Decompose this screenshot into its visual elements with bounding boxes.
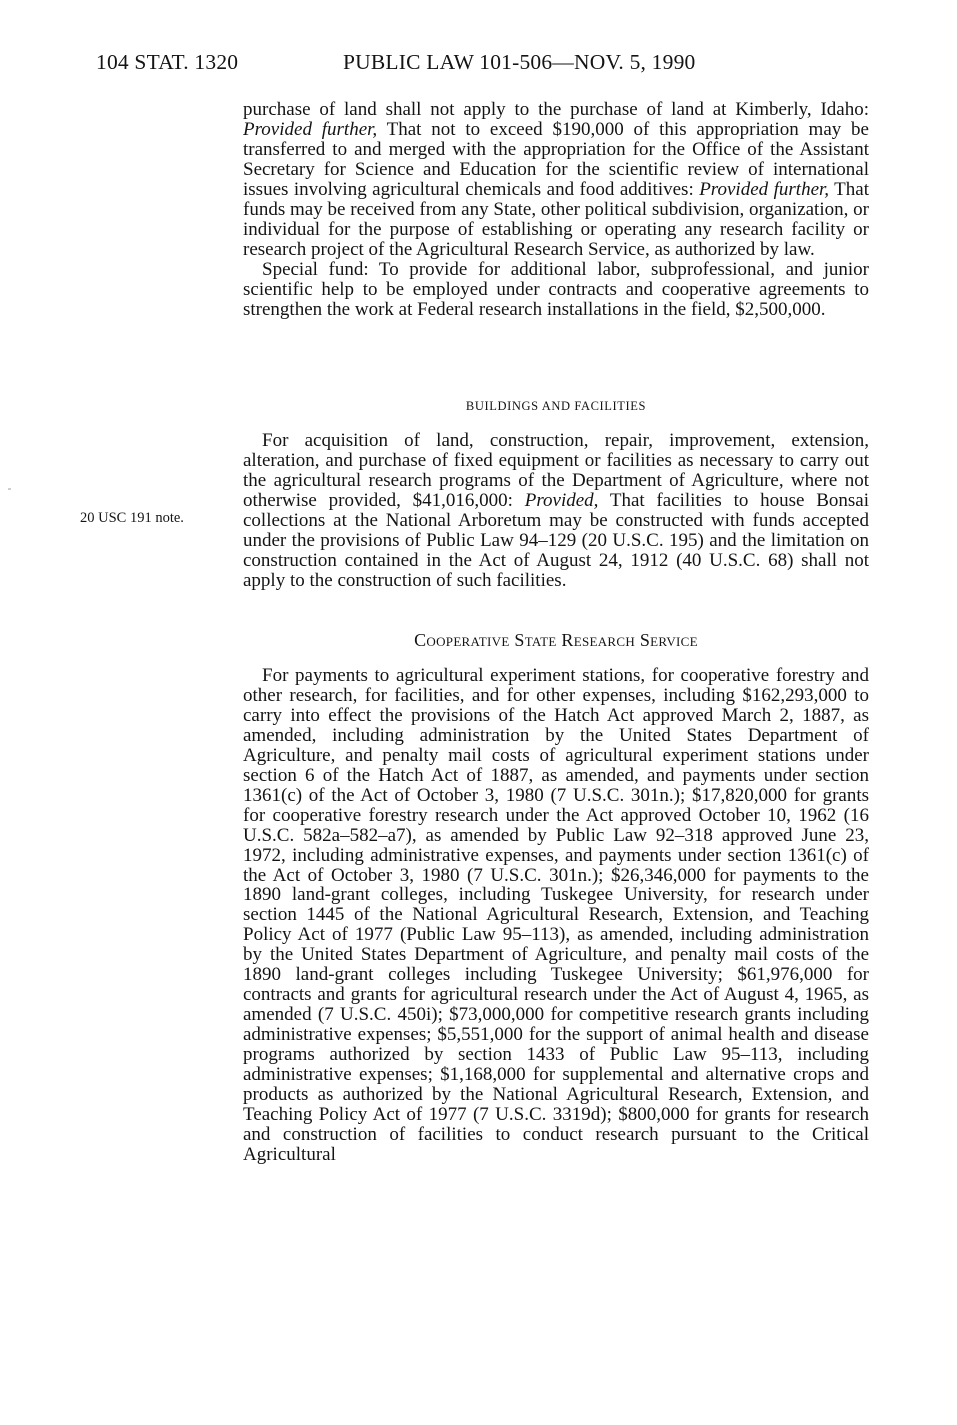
csrs-section [243, 666, 869, 1165]
margin-note: 20 USC 191 note. [80, 510, 184, 526]
public-law-citation: PUBLIC LAW 101-506—NOV. 5, 1990 [343, 50, 696, 74]
continuation-section [243, 100, 869, 319]
scan-speck [8, 488, 11, 490]
csrs-heading: Cooperative State Research Service [414, 630, 698, 650]
statute-page-number: 104 STAT. 1320 [96, 50, 239, 74]
continuation-paragraph: purchase of land shall not apply to the purchase of land at Kimberly, Idaho: Provided further, That not to exceed $190,000 of this appropriation may be transferred to and merged with the appropriation for the Office of the Assistant Secretary for Science and Education for the scientific review of international issues involving agricultural chemicals and food additives: Provided further, That funds may be received from any State, other political subdivision, organization, or individual for the purpose of establishing or operating any research facility or research project of the Agricultural Research Service, as authorized by law. [243, 99, 869, 260]
csrs-paragraph: For payments to agricultural experiment stations, for cooperative forestry and other research, for facilities, and for other expenses, including $162,293,000 to carry into effect the provisions of the Hatch Act approved March 2, 1887, as amended, including administration by the United States Department of Agriculture, and penalty mail costs of agricultural experiment stations under section 6 of the Hatch Act of 1887, as amended, and payments under section 1361(c) of the Act of October 3, 1980 (7 U.S.C. 301n.); $17,820,000 for grants for cooperative forestry research under the Act approved October 10, 1962 (16 U.S.C. 582a–582–a7), as amended by Public Law 92–318 approved June 23, 1972, including administrative expenses, and payments under section 1361(c) of the Act of October 3, 1980 (7 U.S.C. 301n.); $26,346,000 for payments to the 1890 land-grant colleges, including Tuskegee University, for research under section 1445 of the National Agricultural Research, Extension, and Teaching Policy Act of 1977 (Public Law 95–113), as amended, including administration by the United States Department of Agriculture, and penalty mail costs of the 1890 land-grant colleges including Tuskegee University; $61,976,000 for contracts and grants for agricultural research under the Act of August 4, 1965, as amended (7 U.S.C. 450i); $73,000,000 for competitive research grants including administrative expenses; $5,551,000 for the support of animal health and disease programs authorized by section 1433 of Public Law 95–113, including administrative expenses; $1,168,000 for supplemental and alternative crops and products as authorized by the National Agricultural Research, Extension, and Teaching Policy Act of 1977 (7 U.S.C. 3319d); $800,000 for grants for research and construction of facilities to conduct research pursuant to the Critical Agricultural [243, 665, 869, 1165]
buildings-section [243, 431, 869, 591]
buildings-heading: BUILDINGS AND FACILITIES [465, 399, 647, 413]
buildings-paragraph: For acquisition of land, construction, repair, improvement, extension, alteration, and purchase of fixed equipment or facilities as necessary to carry out the agricultural research programs of the Department of Agriculture, where not otherwise provided, $41,016,000: Provided, That facilities to house Bonsai collections at the National Arboretum may be constructed with funds accepted under the provisions of Public Law 94–129 (20 U.S.C. 195) and the limitation on construction contained in the Act of August 24, 1912 (40 U.S.C. 68) shall not apply to the construction of such facilities. [243, 430, 869, 591]
page-header [96, 50, 796, 80]
special-fund-paragraph: Special fund: To provide for additional labor, subprofessional, and junior scientific help to be employed under contracts and cooperative agreements to strengthen the work at Federal research installations in the field, $2,500,000. [243, 258, 869, 320]
